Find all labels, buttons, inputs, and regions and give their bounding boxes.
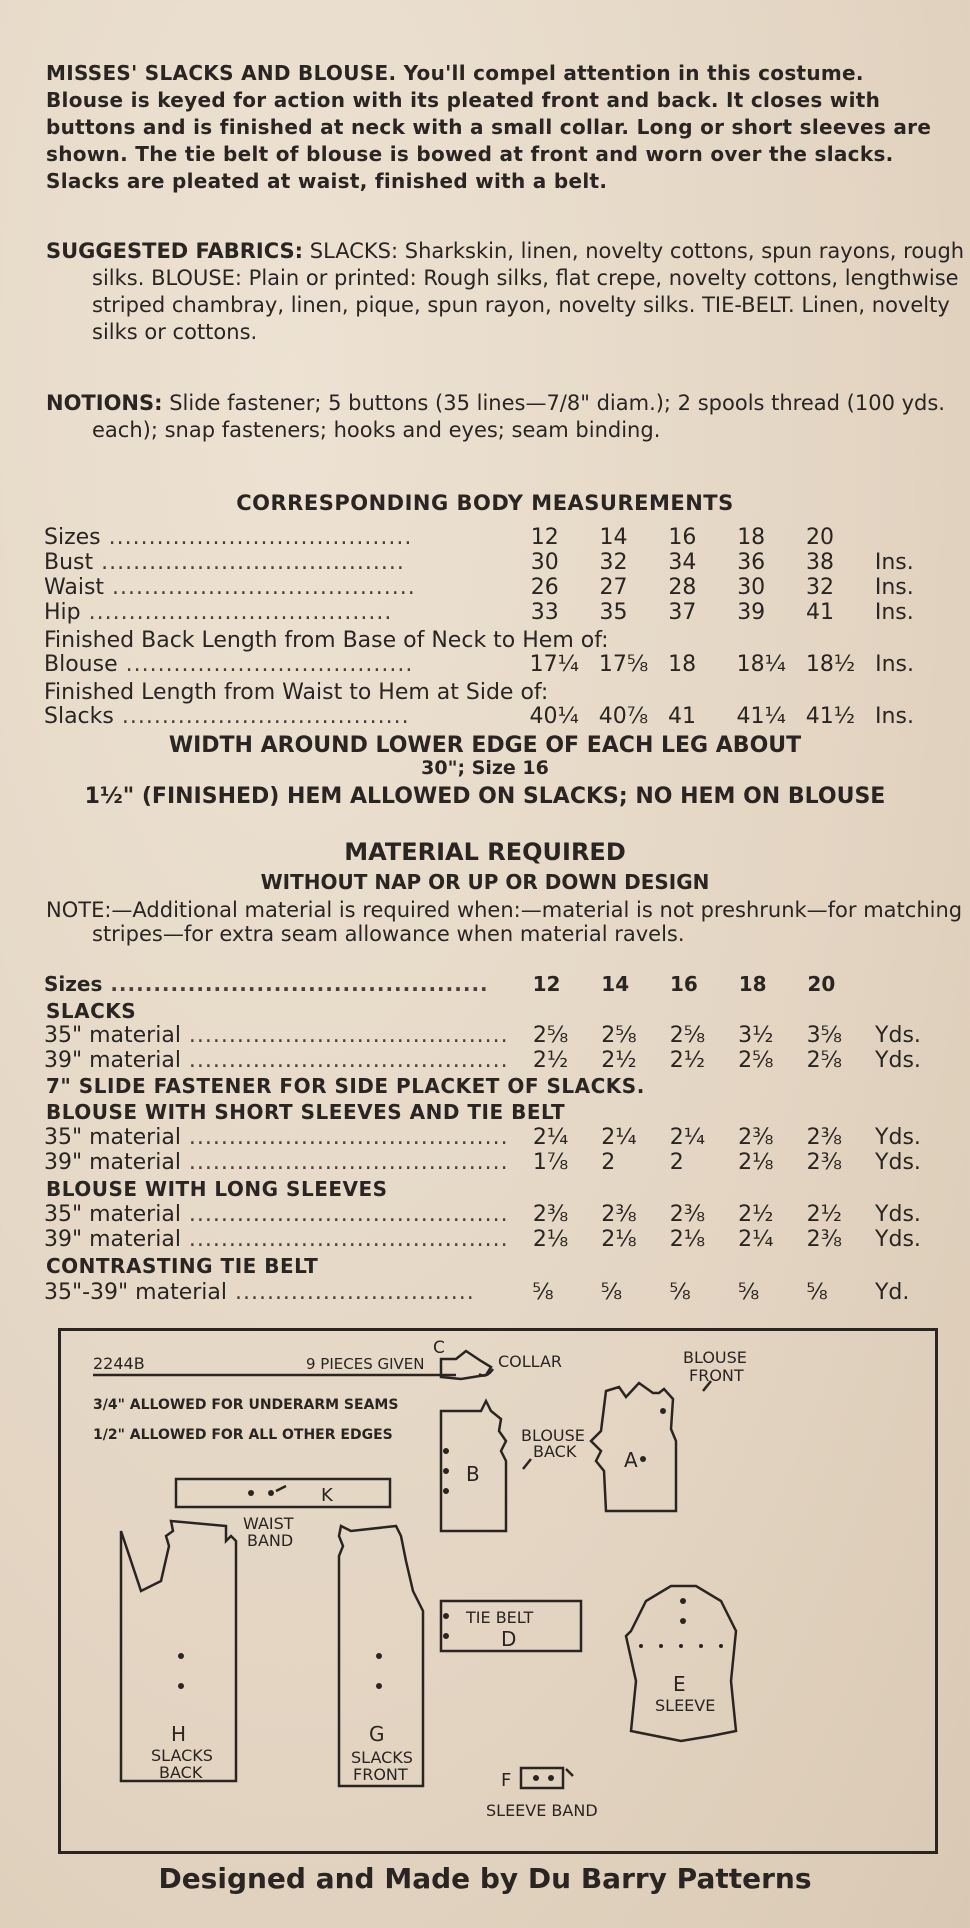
value-cell: 40⅞ [598,704,649,729]
slacks-material-table [44,1023,944,1073]
row-label-cell [44,1202,533,1227]
row-label: Hip [44,600,81,625]
row-label: 39" material [44,1227,181,1252]
value-cell: 39 [737,600,766,625]
leader-dots: ........................................ [180,1150,509,1175]
sleeve-band-letter: F [501,1770,512,1791]
sleeve-dot-1 [680,1598,686,1604]
slacks-front-dot-1 [376,1653,382,1659]
value-cell: 2⅜ [806,1227,842,1252]
value-cell: 2⅜ [806,1150,842,1175]
row-label: 35" material [44,1125,181,1150]
tie-belt-label: TIE BELT [466,1608,534,1627]
pattern-number: 2244B [93,1354,145,1373]
leader-dots: ...................................... [104,575,416,600]
hem-line: 1½" (FINISHED) HEM ALLOWED ON SLACKS; NO HEM ON BLOUSE [84,784,886,809]
blouse-back-dot-2 [443,1468,449,1474]
slacks-back-label-2: BACK [159,1763,203,1782]
unit-cell: Ins. [875,704,914,729]
value-cell: 2¼ [669,1125,706,1150]
value-cell: 2 [669,1150,684,1175]
measurement-row [44,600,944,625]
measurement-row [44,550,944,575]
blouse-back-arrow [523,1459,531,1469]
fastener-line: 7" SLIDE FASTENER FOR SIDE PLACKET OF SLACKS. [46,1074,645,1098]
sizes-label-cell [44,972,533,997]
waistband-label-1: WAIST [243,1514,294,1533]
value-cell: 2½ [601,1048,637,1073]
value-cell: 14 [599,525,628,550]
value-cell: 2⅜ [738,1125,774,1150]
slacks-length-table [44,704,944,729]
leader-dots: ...................................... [80,600,393,625]
unit-cell: Yds. [875,1227,921,1252]
row-label: 35" material [44,1202,181,1227]
pieces-given: 9 PIECES GIVEN [306,1355,425,1373]
value-cell: 40¼ [529,704,579,729]
value-cell: ⅝ [806,1280,828,1305]
intro-heading: MISSES' SLACKS AND BLOUSE. [46,61,397,85]
value-cell: 30 [737,575,766,600]
fabrics-text: SLACKS: Sharkskin, linen, novelty cottons, spun rayons, rough silks. BLOUSE: Plain or printed: Rough silks, flat crepe, novelty cottons, lengthwise striped chambray, linen, pique, spun rayon, novelty silks. TIE-BELT. Linen, novelty silks or cottons. [92,239,965,344]
pattern-pieces-diagram [58,1328,938,1854]
short-sleeves-head: BLOUSE WITH SHORT SLEEVES AND TIE BELT [46,1100,566,1124]
sleeve-band-arrow [566,1769,573,1776]
slacks-back-dot-1 [178,1653,184,1659]
waistband-piece [176,1479,390,1507]
value-cell: 2⅝ [806,1048,842,1073]
blouse-front-piece [591,1383,676,1511]
sleeve-dot-2 [680,1618,686,1624]
unit-cell: Ins. [874,600,914,625]
value-cell: 32 [806,575,835,600]
width-line-1: WIDTH AROUND LOWER EDGE OF EACH LEG ABOUT [168,733,802,758]
blouse-back-label-1: BLOUSE [521,1426,585,1445]
leader-dots: ........................................ [180,1227,509,1252]
unit-cell: Yds. [875,1125,921,1150]
size-cell: 18 [738,972,767,996]
slacks-back-letter: H [171,1722,187,1746]
pattern-pieces-svg [61,1331,935,1851]
unit-cell: Yds. [875,1023,921,1048]
tie-belt-dot-1 [443,1613,449,1619]
waistband-dot-2 [268,1490,274,1496]
unit-cell [876,972,944,997]
value-cell: 2⅛ [669,1227,706,1252]
unit-cell: Yds. [875,1150,921,1175]
value-cell: 2⅜ [601,1202,637,1227]
row-label: Waist [44,575,105,600]
measurement-row [44,525,944,550]
row-label-cell [44,1023,533,1048]
value-cell: ⅝ [600,1280,623,1305]
waistband-label-2: BAND [247,1531,294,1550]
value-cell: 18 [737,525,766,550]
back-length-caption: Finished Back Length from Base of Neck to Hem of: [44,628,609,653]
value-cell: 3½ [738,1023,774,1048]
sleeve-band-dot-2 [548,1775,554,1781]
row-label-cell [44,575,531,600]
row-label-cell [44,704,530,729]
sizes-row [44,972,944,997]
blouse-back-label-2: BACK [533,1442,577,1461]
notions-label: NOTIONS: [46,391,163,415]
intro-paragraph [46,60,936,195]
unit-cell: Yds. [875,1048,921,1073]
unit-cell: Yds. [875,1202,921,1227]
size-cell: 12 [532,972,561,996]
value-cell: 2½ [532,1048,569,1073]
value-cell: 2⅝ [669,1023,706,1048]
slacks-head: SLACKS [46,999,137,1023]
unit-cell [875,525,944,550]
row-label-cell [44,1227,533,1252]
value-cell: 2⅝ [601,1023,637,1048]
sizes-label: Sizes [44,972,103,996]
notions-paragraph [46,390,970,444]
slacks-back-label-1: SLACKS [151,1746,213,1765]
leader-dots: ........................................ [180,1048,509,1073]
slacks-front-label-1: SLACKS [351,1748,413,1767]
allowance-other: 1/2" ALLOWED FOR ALL OTHER EDGES [93,1427,393,1443]
leader-dots: .................................... [117,652,414,677]
row-label-cell [44,525,531,550]
sleeve-label: SLEEVE [655,1696,716,1715]
fabrics-label: SUGGESTED FABRICS: [46,239,304,263]
value-cell: 18 [668,652,697,677]
value-cell: 16 [668,525,697,550]
blouse-front-letter: A [624,1448,638,1472]
material-sizes-row [44,972,944,997]
value-cell: 41½ [805,704,856,729]
body-measurements-table [44,525,944,625]
long-sleeves-head: BLOUSE WITH LONG SLEEVES [46,1177,388,1201]
long-sleeves-material-table [44,1202,944,1252]
value-cell: 2⅜ [806,1125,842,1150]
leader-dots: ...................................... [100,525,413,550]
sleeve-band-piece [521,1768,563,1788]
value-cell: 36 [737,550,766,575]
measurement-row [44,1048,944,1073]
row-label-cell [44,1150,533,1175]
value-cell: ⅝ [737,1280,760,1305]
slacks-length-caption: Finished Length from Waist to Hem at Side of: [44,680,549,705]
waistband-arrow [276,1486,286,1491]
tie-belt-dot-2 [443,1633,449,1639]
value-cell: ⅝ [669,1280,691,1305]
tie-belt-letter: D [501,1627,517,1651]
width-line-2: 30"; Size 16 [421,757,549,779]
size-cell: 20 [807,972,836,996]
value-cell: 26 [530,575,559,600]
row-label: Blouse [44,652,118,677]
value-cell: 12 [530,525,559,550]
value-cell: 41¼ [736,704,786,729]
leader-dots: ...................................... [93,550,405,575]
row-label: 35"-39" material [44,1280,227,1305]
measurement-row [44,575,944,600]
row-label: 39" material [44,1048,181,1073]
unit-cell: Ins. [874,550,914,575]
fabrics-paragraph [46,238,970,346]
leader-dots: ........................................ [180,1202,509,1227]
intro-text: You'll compel attention in this costume. Blouse is keyed for action with its pleated front and back. It closes with buttons and is finished at neck with a small collar. Long or short sleeves are shown. The tie belt of blouse is bowed at front and worn over the slacks. Slacks are pleated at waist, finished with a belt. [46,61,932,193]
blouse-length-table [44,652,944,677]
row-label-cell [44,1048,533,1073]
value-cell: 38 [806,550,835,575]
waistband-dot-1 [248,1490,254,1496]
blouse-back-letter: B [466,1462,480,1486]
size-cell: 14 [601,972,630,996]
value-cell: 2⅝ [738,1048,774,1073]
row-label-cell [44,550,531,575]
tie-belt-material-table [44,1280,944,1305]
blouse-back-dot-1 [443,1448,449,1454]
leader-dots: ........................................ [180,1023,509,1048]
sleeve-band-label: SLEEVE BAND [486,1801,598,1820]
value-cell: 2½ [806,1202,842,1227]
measurement-row [44,1125,944,1150]
sleeve-letter: E [673,1672,686,1696]
footer-credit: Designed and Made by Du Barry Patterns [158,1862,812,1895]
leader-dots: ........................................ [180,1125,509,1150]
row-label-cell [44,600,531,625]
value-cell: 32 [599,550,628,575]
leader-dots: .............................. [226,1280,475,1305]
value-cell: 2¼ [601,1125,637,1150]
slacks-front-dot-2 [376,1683,382,1689]
blouse-front-label-1: BLOUSE [683,1348,747,1367]
unit-cell: Ins. [875,652,914,677]
blouse-front-dot-1 [660,1408,666,1414]
value-cell: 41 [668,704,697,729]
value-cell: 35 [599,600,628,625]
value-cell: 17¼ [529,652,579,677]
value-cell: 2⅛ [601,1227,637,1252]
row-label: 35" material [44,1023,181,1048]
measurement-row [44,704,944,729]
value-cell: 2¼ [738,1227,774,1252]
row-label: 39" material [44,1150,181,1175]
value-cell: 2⅛ [738,1150,774,1175]
collar-label: COLLAR [498,1352,563,1371]
measurement-row [44,1227,944,1252]
value-cell: 2½ [669,1048,706,1073]
sleeve-dot-4 [659,1644,663,1648]
unit-cell: Ins. [874,575,914,600]
material-subtitle: WITHOUT NAP OR UP OR DOWN DESIGN [260,870,710,894]
value-cell: 37 [668,600,697,625]
value-cell: 18½ [805,652,856,677]
value-cell: 28 [668,575,697,600]
value-cell: 33 [530,600,559,625]
collar-arrow [479,1369,493,1376]
row-label-cell [44,1125,533,1150]
value-cell: ⅝ [532,1280,554,1305]
size-cell: 16 [670,972,698,996]
sleeve-dot-6 [699,1644,703,1648]
allowance-underarm: 3/4" ALLOWED FOR UNDERARM SEAMS [93,1397,399,1413]
value-cell: 2⅝ [532,1023,569,1048]
measurement-row [44,1023,944,1048]
value-cell: 2¼ [532,1125,569,1150]
row-label-cell [44,652,530,677]
slacks-back-dot-2 [178,1683,184,1689]
value-cell: 18¼ [736,652,786,677]
unit-cell: Yd. [874,1280,910,1305]
value-cell: 2⅛ [532,1227,569,1252]
notions-text: Slide fastener; 5 buttons (35 lines—7/8" diam.); 2 spools thread (100 yds. each); snap fasteners; hooks and eyes; seam binding. [92,391,945,442]
leader-dots: .................................... [113,704,410,729]
slacks-front-label-2: FRONT [353,1765,408,1784]
leader-dots: ............................................ [102,972,489,996]
sleeve-dot-3 [639,1644,643,1648]
value-cell: 34 [668,550,697,575]
sleeve-band-dot-1 [533,1775,539,1781]
row-label: Sizes [44,525,101,550]
measurement-row [44,1280,944,1305]
sleeve-piece [626,1586,736,1741]
value-cell: 41 [806,600,835,625]
blouse-front-dot-2 [640,1456,646,1462]
value-cell: 2½ [738,1202,774,1227]
blouse-front-label-2: FRONT [689,1366,744,1385]
measurement-row [44,1202,944,1227]
row-label: Slacks [44,704,114,729]
measurement-row [44,652,944,677]
value-cell: 17⅝ [598,652,649,677]
value-cell: 3⅝ [806,1023,842,1048]
value-cell: 2 [601,1150,616,1175]
short-sleeves-material-table [44,1125,944,1175]
value-cell: 20 [806,525,835,550]
waistband-letter: K [321,1485,333,1506]
value-cell: 2⅜ [532,1202,569,1227]
value-cell: 1⅞ [532,1150,569,1175]
collar-letter: C [433,1338,445,1358]
row-label: Bust [44,550,94,575]
sleeve-dot-5 [679,1644,683,1648]
slacks-front-letter: G [369,1722,385,1746]
body-measurements-title: CORRESPONDING BODY MEASUREMENTS [236,491,734,515]
material-title: MATERIAL REQUIRED [344,838,626,866]
value-cell: 2⅜ [669,1202,706,1227]
tie-belt-head: CONTRASTING TIE BELT [46,1254,319,1278]
blouse-back-dot-3 [443,1488,449,1494]
row-label-cell [44,1280,532,1305]
material-note: NOTE:—Additional material is required when:—material is not preshrunk—for matching stripes—for extra seam allowance when material ravels. [46,898,963,946]
measurement-row [44,1150,944,1175]
value-cell: 30 [530,550,559,575]
sleeve-dot-7 [719,1644,723,1648]
value-cell: 27 [599,575,628,600]
